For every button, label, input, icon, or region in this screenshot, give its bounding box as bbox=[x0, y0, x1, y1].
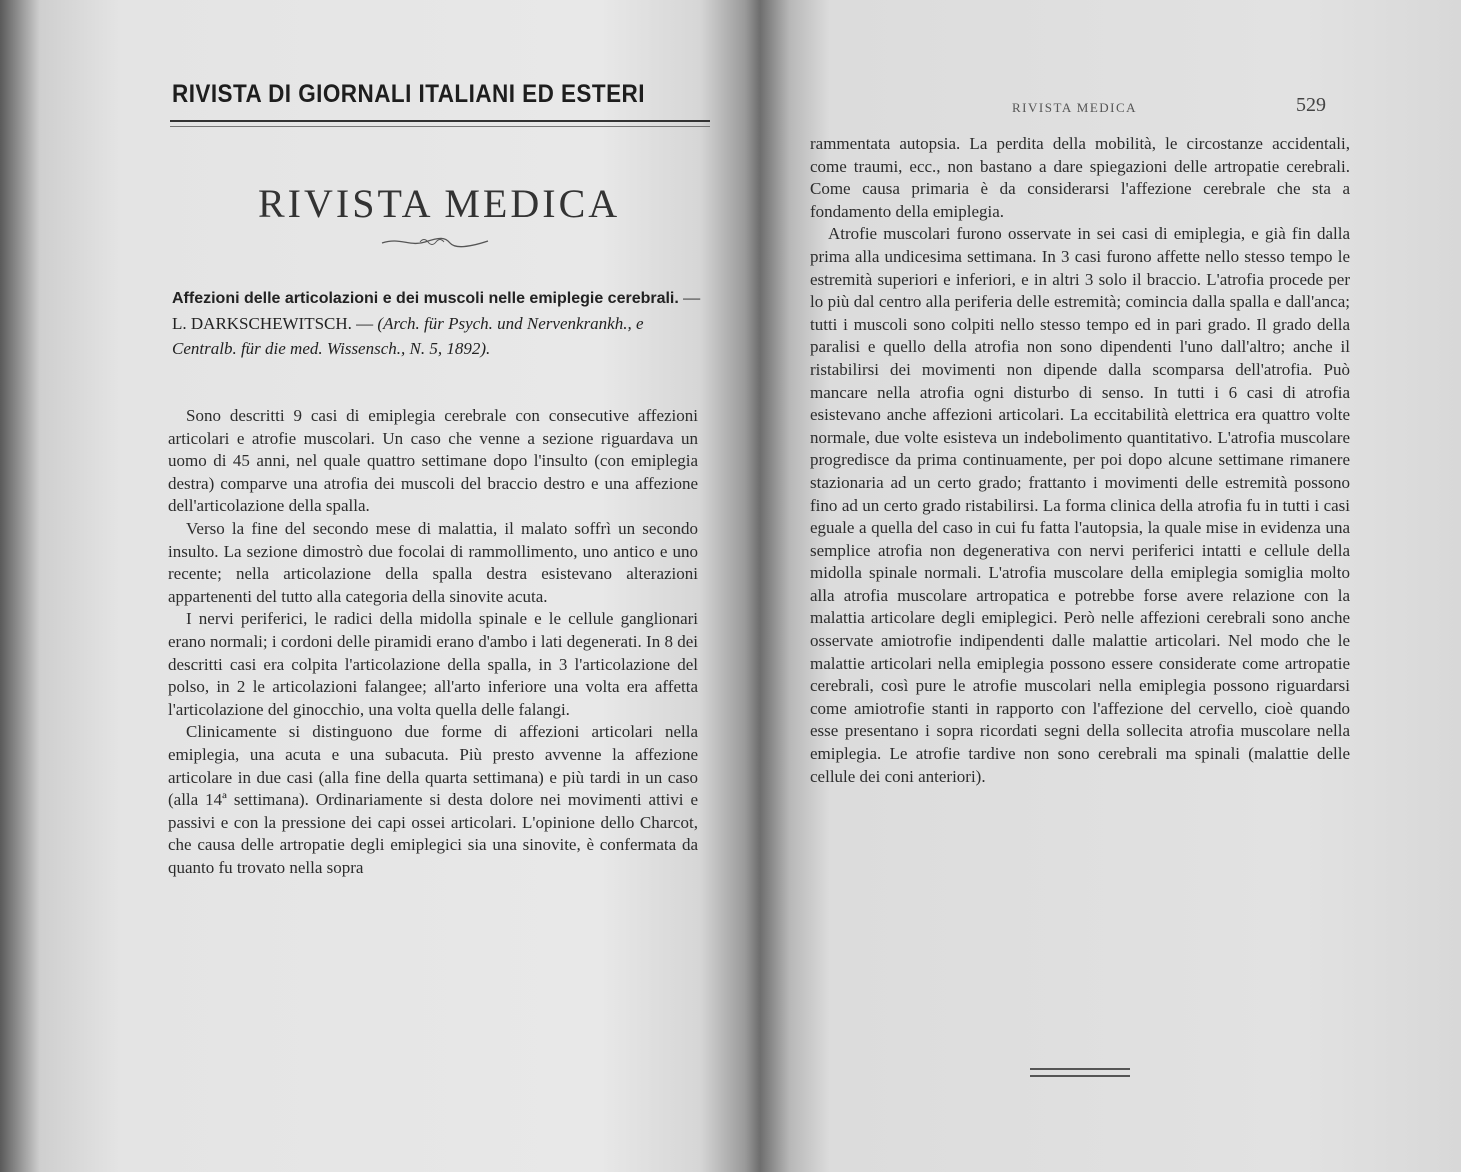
header-rule bbox=[170, 120, 710, 122]
paragraph: Verso la fine del secondo mese di malattia, il malato soffrì un secondo insulto. La sezione dimostrò due focolai di rammollimento, uno antico e uno recente; nella articolazione della spalla destra esistevano alterazioni appartenenti del tutto alla categoria della sinovite acuta. bbox=[168, 518, 698, 606]
paragraph: rammentata autopsia. La perdita della mobilità, le circostanze accidentali, come traumi, ecc., non bastano a dare spiegazioni delle artropatie cerebrali. Come causa primaria è da considerarsi l'affezione cerebrale che sta a fondamento della emiplegia. bbox=[810, 134, 1350, 221]
right-body-text bbox=[810, 133, 1350, 788]
page-number: 529 bbox=[1296, 94, 1326, 116]
section-header: RIVISTA DI GIORNALI ITALIANI ED ESTERI bbox=[172, 80, 645, 108]
paragraph: Sono descritti 9 casi di emiplegia cerebrale con consecutive affezioni articolari e atrofie muscolari. Un caso che venne a sezione riguardava un uomo di 45 anni, nel quale quattro settimane dopo l'insulto (con emiplegia destra) comparve una atrofia dei muscoli del braccio destro e una affezione dell'articolazione della spalla. bbox=[168, 406, 698, 516]
paragraph: Clinicamente si distinguono due forme di affezioni articolari nella emiplegia, una acuta e una subacuta. Più presto avvenne la affezione articolare in due casi (alla fine della quarta settimana) e più tardi in un caso (alla 14ª settimana). Ordinariamente si desta dolore nei movimenti attivi e passivi e con la pressione dei capi ossei articolari. L'opinione dello Charcot, che causa delle artropatie degli emiplegici sia una sinovite, è confermata da quanto fu trovato nella sopra bbox=[168, 722, 698, 877]
article-citation: (Arch. für Psych. und Nervenkrankh., e Centralb. für die med. Wissensch., N. 5, 1892). bbox=[172, 314, 644, 358]
end-rule bbox=[1030, 1068, 1130, 1070]
running-head: RIVISTA MEDICA bbox=[1012, 100, 1138, 115]
paragraph: Atrofie muscolari furono osservate in sei casi di emiplegia, e già fin dalla prima alla undicesima settimana. In 3 casi furono affette nello stesso tempo le estremità superiori e inferiori, e in altri 3 solo il braccio. L'atrofia procede per lo più dal centro alla periferia delle estremità; comincia dalla spalla e dall'anca; tutti i muscoli sono colpiti nello stesso tempo ed in pari grado. Il grado della paralisi e quello della atrofia non sono dipendenti l'uno dall'altro; anche il ristabilirsi dei movimenti non dipende dalla scomparsa dell'atrofia. Può mancare nella atrofia ogni disturbo di senso. In tutti i 6 casi di atrofia esistevano anche affezioni articolari. La eccitabilità elettrica era quattro volte normale, due volte esisteva un indebolimento quantitativo. L'atrofia muscolare progredisce da prima continuamente, per poi dopo alcune settimane rimanere stazionaria ad un certo grado; frattanto i movimenti delle estremità possono fino ad un certo grado ristabilirsi. La forma clinica della atrofia fu in tutti i casi eguale a quella del caso in cui fu fatta l'autopsia, la quale mise in evidenza una semplice atrofia non degenerativa con nervi periferici intatti e cellule della midolla spinale normali. L'atrofia muscolare della emiplegia somiglia molto alla atrofia muscolare artropatica e potrebbe forse avere relazione con la malattia articolare degli emiplegici. Però nelle affezioni cerebrali sono anche osservate amiotrofie indipendenti dalle malattie articolari. Nel modo che le malattie articolari nella emiplegia possono essere considerate come artropatie cerebrali, così pure le atrofie muscolari nella emiplegia possono riguardarsi come amiotrofie stanti in rapporto con l'affezione del cervello, cioè quando esse presentano i sopra ricordati segni della sollecita atrofia muscolare nella emiplegia. Le atrofie tardive non sono cerebrali ma spinali (malattie delle cellule dei coni anteriori). bbox=[810, 224, 1350, 786]
article-author: — L. DARKSCHEWITSCH. — bbox=[172, 288, 701, 333]
end-rule-second bbox=[1030, 1075, 1130, 1077]
left-body-text bbox=[168, 405, 698, 879]
section-title: RIVISTA MEDICA bbox=[258, 181, 621, 226]
header-rule-thin bbox=[170, 126, 710, 127]
article-title: Affezioni delle articolazioni e dei muscoli nelle emiplegie cerebrali. bbox=[172, 290, 679, 307]
ornament-flourish bbox=[380, 235, 490, 249]
article-heading bbox=[172, 285, 702, 361]
paragraph: I nervi periferici, le radici della midolla spinale e le cellule ganglionari erano normali; i cordoni delle piramidi erano d'ambo i lati degenerati. In 8 dei descritti casi era colpita l'articolazione della spalla, in 3 l'articolazione del polso, in 2 le articolazioni falangee; all'arto inferiore una volta era affetta l'articolazione del ginocchio, una volta quella delle falangi. bbox=[168, 609, 698, 719]
